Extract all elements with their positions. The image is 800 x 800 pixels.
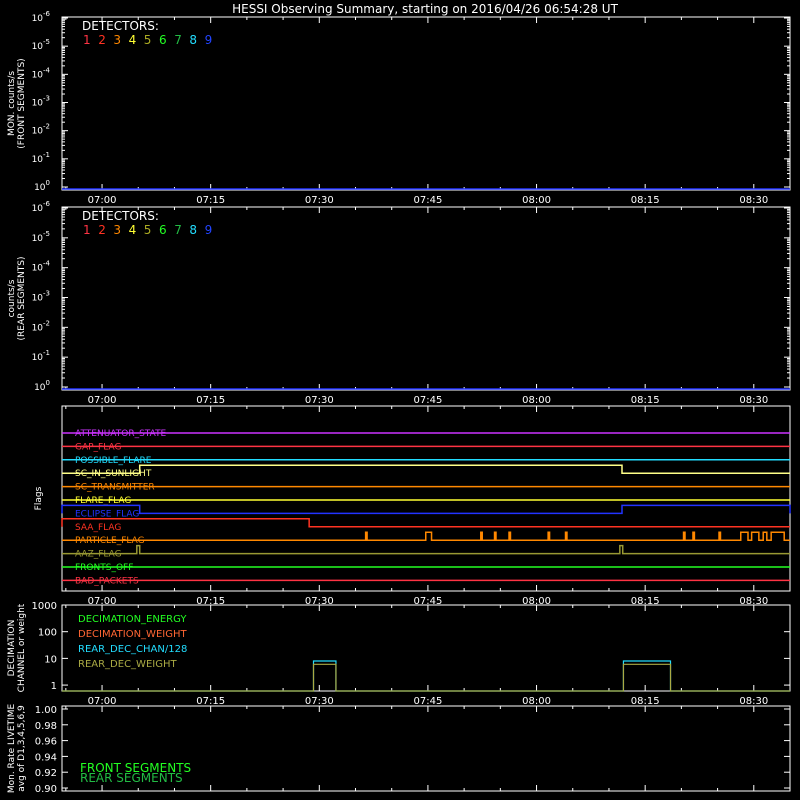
time-tick-label: 07:00 <box>87 395 117 406</box>
time-tick-label: 08:00 <box>522 596 551 607</box>
legend-item: REAR_DEC_CHAN/128 <box>78 644 188 655</box>
legend-item: REAR_DEC_WEIGHT <box>78 659 177 670</box>
legend-title: DETECTORS: <box>82 19 159 33</box>
y-tick-label: $10^{-6}$ <box>31 10 50 24</box>
y-tick-label: $10^{-2}$ <box>31 319 50 334</box>
time-tick-label: 07:00 <box>87 195 117 206</box>
time-tick-label: 08:15 <box>630 696 660 707</box>
y-tick-label: $10^{-5}$ <box>31 38 50 53</box>
y-tick-label: $10^{-3}$ <box>31 289 50 304</box>
legend-item: 7 <box>174 223 182 237</box>
y-tick-label: 100 <box>37 627 57 639</box>
time-tick-label: 08:00 <box>522 696 551 707</box>
y-axis-label: counts/s <box>7 279 17 318</box>
flag-label: ECLIPSE_FLAG <box>75 509 140 520</box>
flag-label: SC_IN_SUNLIGHT <box>75 469 152 480</box>
y-axis-label: CHANNEL or weight <box>17 603 27 693</box>
time-tick-label: 08:30 <box>739 696 769 707</box>
flag-label: BAD_PACKETS <box>75 576 139 587</box>
y-tick-label: 1.00 <box>34 705 57 716</box>
y-axis-label: (FRONT SEGMENTS) <box>17 58 27 149</box>
y-tick-label: $10^{-6}$ <box>31 200 50 214</box>
legend-item: DECIMATION_WEIGHT <box>78 629 187 640</box>
time-tick-label: 07:00 <box>87 696 117 707</box>
flag-label: FRONTS_OFF <box>75 563 134 573</box>
y-tick-label: $10^{-1}$ <box>31 349 50 364</box>
legend-item: 5 <box>143 33 152 47</box>
y-axis-label: avg of D1,3,4,5,6,9 <box>17 705 27 792</box>
legend-item: 9 <box>204 223 213 237</box>
y-tick-label: 0.92 <box>34 768 57 780</box>
legend-item: 9 <box>204 33 213 47</box>
flag-label: SAA_FLAG <box>75 522 122 533</box>
time-tick-label: 07:15 <box>196 195 226 206</box>
flag-label: PARTICLE_FLAG <box>75 536 145 547</box>
time-tick-label: 07:45 <box>413 596 443 607</box>
flag-label: SC_TRANSMITTER <box>75 482 155 493</box>
y-tick-label: $10^{-4}$ <box>31 259 50 274</box>
legend-title: DETECTORS: <box>82 209 159 223</box>
legend-item: 2 <box>98 223 106 237</box>
time-tick-label: 08:15 <box>630 596 660 607</box>
y-tick-label: 10 <box>44 654 57 666</box>
legend-item: 1 <box>83 33 91 47</box>
y-tick-label: $10^{-1}$ <box>31 150 50 165</box>
y-tick-label: 0.94 <box>34 752 57 764</box>
y-tick-label: $10^0$ <box>34 379 50 393</box>
time-tick-label: 07:45 <box>413 395 443 406</box>
y-tick-label: $10^{-4}$ <box>31 66 50 81</box>
y-tick-label: 0.98 <box>34 720 57 732</box>
legend-item: FRONT SEGMENTS <box>80 761 192 775</box>
y-axis-label: Mon. Rate LIVETIME <box>7 703 17 794</box>
time-tick-label: 07:00 <box>87 596 117 607</box>
time-tick-label: 08:30 <box>739 395 769 406</box>
flag-label: FLARE_FLAG <box>75 496 132 506</box>
y-tick-label: $10^{-3}$ <box>31 94 50 109</box>
legend-item: 6 <box>159 223 167 237</box>
y-axis-label: MON. counts/s <box>7 70 17 137</box>
legend-item: 8 <box>189 33 198 47</box>
legend-item: 3 <box>113 223 122 237</box>
legend-item: 5 <box>143 223 152 237</box>
time-tick-label: 08:00 <box>522 195 551 206</box>
time-tick-label: 07:15 <box>196 395 226 406</box>
legend-item: 6 <box>159 33 167 47</box>
y-tick-label: 0.96 <box>34 736 57 748</box>
time-tick-label: 07:45 <box>413 195 443 206</box>
time-tick-label: 07:30 <box>304 195 334 206</box>
time-tick-label: 07:15 <box>196 696 226 707</box>
y-tick-label: $10^0$ <box>34 179 50 193</box>
legend-item: DECIMATION_ENERGY <box>78 614 187 625</box>
time-tick-label: 08:00 <box>522 395 551 406</box>
time-tick-label: 07:45 <box>413 696 443 707</box>
time-tick-label: 08:30 <box>739 195 769 206</box>
legend-item: 3 <box>113 33 122 47</box>
y-tick-label: $10^{-5}$ <box>31 229 50 244</box>
time-tick-label: 07:15 <box>196 596 226 607</box>
time-tick-label: 07:30 <box>304 596 334 607</box>
time-tick-label: 08:15 <box>630 195 660 206</box>
y-axis-label: Flags <box>34 486 44 511</box>
time-tick-label: 07:30 <box>304 395 334 406</box>
legend-item: 7 <box>174 33 182 47</box>
time-tick-label: 08:15 <box>630 395 660 406</box>
flag-label: GAP_FLAG <box>75 442 122 453</box>
y-tick-label: 1000 <box>31 601 57 612</box>
y-tick-label: $10^{-2}$ <box>31 122 50 137</box>
legend-item: 1 <box>83 223 91 237</box>
y-axis-label: DECIMATION <box>7 619 17 677</box>
time-tick-label: 07:30 <box>304 696 334 707</box>
y-axis-label: (REAR SEGMENTS) <box>17 256 27 341</box>
y-tick-label: 1 <box>50 681 57 693</box>
legend-item: 2 <box>98 33 106 47</box>
legend-item: REAR SEGMENTS <box>80 771 183 785</box>
time-tick-label: 08:30 <box>739 596 769 607</box>
flag-label: POSSIBLE_FLARE <box>75 455 152 466</box>
legend-item: 8 <box>189 223 198 237</box>
figure-title: HESSI Observing Summary, starting on 2016/04/26 06:54:28 UT <box>232 2 618 16</box>
y-tick-label: 0.90 <box>34 784 57 795</box>
legend-item: 4 <box>128 223 137 237</box>
flag-label: ATTENUATOR_STATE <box>75 429 167 439</box>
legend-item: 4 <box>128 33 137 47</box>
flag-label: AAZ_FLAG <box>75 549 122 560</box>
